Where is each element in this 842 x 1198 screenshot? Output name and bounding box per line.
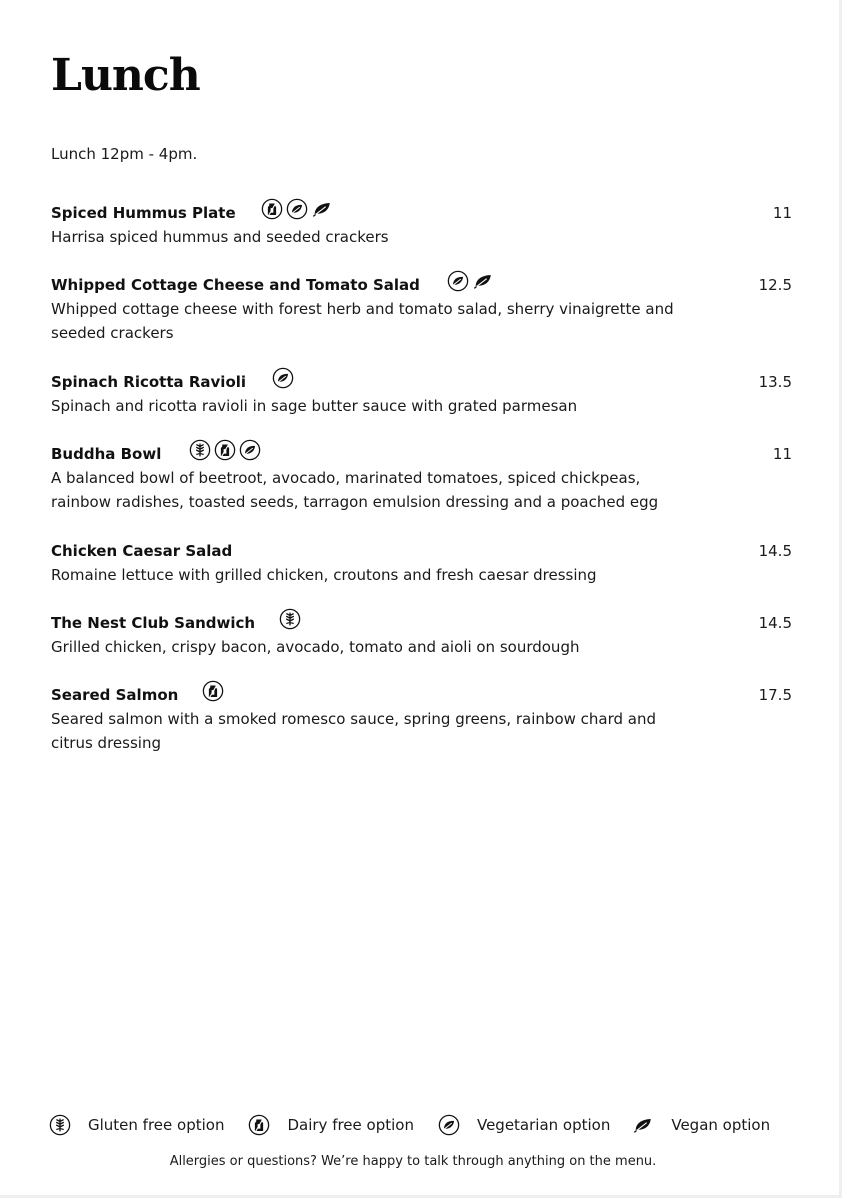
menu-item-description: Seared salmon with a smoked romesco sauce, spring greens, rainbow chard and citrus dressing	[51, 710, 657, 752]
menu-item-price: 17.5	[758, 686, 792, 704]
menu-item-header	[51, 273, 792, 297]
dietary-icons	[202, 680, 224, 702]
page-title: Lunch	[51, 50, 200, 101]
menu-item-header	[51, 611, 792, 635]
vegetarian-icon	[286, 198, 308, 220]
menu-item	[51, 611, 792, 659]
legend-gluten-free	[49, 1114, 224, 1136]
menu-item-description: Whipped cottage cheese with forest herb and tomato salad, sherry vinaigrette and seeded crackers	[51, 300, 674, 342]
menu-item-header	[51, 370, 792, 394]
menu-item-name: Seared Salmon	[51, 686, 179, 704]
dietary-icons	[272, 367, 294, 389]
dairy-free-icon	[214, 439, 236, 461]
dietary-legend	[49, 1112, 809, 1138]
dairy-free-icon	[202, 680, 224, 702]
vegan-icon	[311, 198, 333, 220]
menu-item	[51, 442, 792, 514]
menu-item-price: 11	[772, 204, 792, 222]
dairy-free-icon	[261, 198, 283, 220]
gluten-free-icon	[189, 439, 211, 461]
menu-item-header	[51, 201, 792, 225]
gluten-free-icon	[49, 1114, 71, 1136]
menu-item	[51, 683, 792, 755]
menu-item-description: A balanced bowl of beetroot, avocado, marinated tomatoes, spiced chickpeas, rainbow radishes, toasted seeds, tarragon emulsion dressing and a poached egg	[51, 469, 659, 511]
menu-item-description: Romaine lettuce with grilled chicken, croutons and fresh caesar dressing	[51, 566, 597, 584]
legend-label: Gluten free option	[88, 1116, 225, 1134]
menu-item-name: Spinach Ricotta Ravioli	[51, 373, 247, 391]
menu-item	[51, 539, 792, 587]
vegetarian-icon	[272, 367, 294, 389]
menu-item	[51, 370, 792, 418]
dairy-free-icon	[248, 1114, 270, 1136]
menu-item-name: Chicken Caesar Salad	[51, 542, 233, 560]
service-hours: Lunch 12pm - 4pm.	[51, 145, 198, 163]
legend-dairy-free	[248, 1114, 414, 1136]
dietary-icons	[189, 439, 261, 461]
dietary-icons	[279, 608, 301, 630]
legend-vegan	[632, 1114, 770, 1136]
menu-item-name: Buddha Bowl	[51, 445, 162, 463]
vegetarian-icon	[239, 439, 261, 461]
menu-item-name: Whipped Cottage Cheese and Tomato Salad	[51, 276, 420, 294]
menu-item-header	[51, 539, 792, 563]
dietary-icons	[447, 270, 494, 292]
menu-item-name: The Nest Club Sandwich	[51, 614, 256, 632]
legend-vegetarian	[438, 1114, 610, 1136]
menu-item	[51, 273, 792, 345]
allergy-note: Allergies or questions? We’re happy to talk through anything on the menu.	[169, 1154, 657, 1169]
menu-item-price: 12.5	[758, 276, 792, 294]
menu-item-description: Grilled chicken, crispy bacon, avocado, tomato and aioli on sourdough	[51, 638, 580, 656]
menu-item-price: 13.5	[758, 373, 792, 391]
vegetarian-icon	[438, 1114, 460, 1136]
menu-item-header	[51, 683, 792, 707]
vegan-icon	[472, 270, 494, 292]
menu-item-price: 14.5	[758, 542, 792, 560]
legend-label: Vegan option	[671, 1116, 771, 1134]
gluten-free-icon	[279, 608, 301, 630]
vegetarian-icon	[447, 270, 469, 292]
menu-item-header	[51, 442, 792, 466]
menu-item-name: Spiced Hummus Plate	[51, 204, 236, 222]
dietary-icons	[261, 198, 333, 220]
menu-item-description: Harrisa spiced hummus and seeded crackers	[51, 228, 389, 246]
legend-label: Dairy free option	[287, 1116, 414, 1134]
menu-item-description: Spinach and ricotta ravioli in sage butter sauce with grated parmesan	[51, 397, 578, 415]
menu-item-price: 11	[772, 445, 792, 463]
legend-label: Vegetarian option	[476, 1116, 611, 1134]
menu-item	[51, 201, 792, 249]
menu-item-price: 14.5	[758, 614, 792, 632]
vegan-icon	[632, 1114, 654, 1136]
